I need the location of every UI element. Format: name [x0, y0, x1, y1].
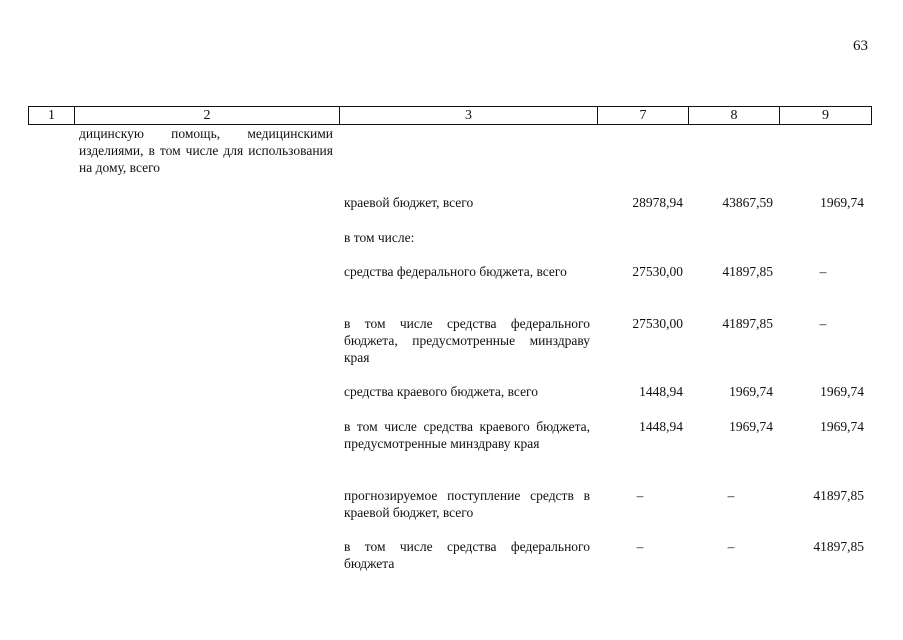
row-label: в том числе средства краевого бюджета, предусмотренные минздраву края [344, 419, 590, 451]
cell-col-7: – [636, 488, 644, 503]
cell-col-7: 27530,00 [632, 316, 683, 331]
cell-col-9: 1969,74 [820, 384, 864, 399]
cell-col-8: – [727, 539, 735, 554]
page-number: 63 [853, 38, 868, 54]
cell-col-7: 28978,94 [632, 195, 683, 210]
cell-col-8: – [727, 488, 735, 503]
cell-col-8: 1969,74 [729, 384, 773, 399]
cell-col-8: 41897,85 [722, 316, 773, 331]
cell-col-7: 27530,00 [632, 264, 683, 279]
cell-col-9: 41897,85 [813, 539, 864, 554]
continuation-text: дицинскую помощь, медицинскими изделиями, в том числе для использования на дому, всего [79, 126, 333, 175]
table-header [28, 106, 872, 125]
cell-col-8: 41897,85 [722, 264, 773, 279]
header-col-3: 3 [340, 107, 598, 124]
cell-col-8: 43867,59 [722, 195, 773, 210]
header-col-9: 9 [780, 107, 872, 124]
header-col-7: 7 [598, 107, 689, 124]
cell-col-9: 1969,74 [820, 419, 864, 434]
header-col-1: 1 [29, 107, 75, 124]
cell-col-9: – [819, 264, 827, 279]
cell-col-9: 1969,74 [820, 195, 864, 210]
header-col-2: 2 [75, 107, 340, 124]
cell-col-9: – [819, 316, 827, 331]
row-label: краевой бюджет, всего [344, 195, 474, 210]
row-label: средства краевого бюджета, всего [344, 384, 539, 399]
row-label: в том числе средства федерального бюджета [344, 539, 590, 571]
cell-col-9: 41897,85 [813, 488, 864, 503]
row-label: прогнозируемое поступление средств в краевой бюджет, всего [344, 488, 590, 520]
cell-col-7: 1448,94 [639, 384, 683, 399]
row-label: средства федерального бюджета, всего [344, 264, 567, 279]
cell-col-7: 1448,94 [639, 419, 683, 434]
header-col-8: 8 [689, 107, 780, 124]
row-label: в том числе средства федерального бюджета, предусмотренные минздраву края [344, 316, 590, 365]
cell-col-8: 1969,74 [729, 419, 773, 434]
cell-col-7: – [636, 539, 644, 554]
row-label: в том числе: [344, 230, 415, 245]
